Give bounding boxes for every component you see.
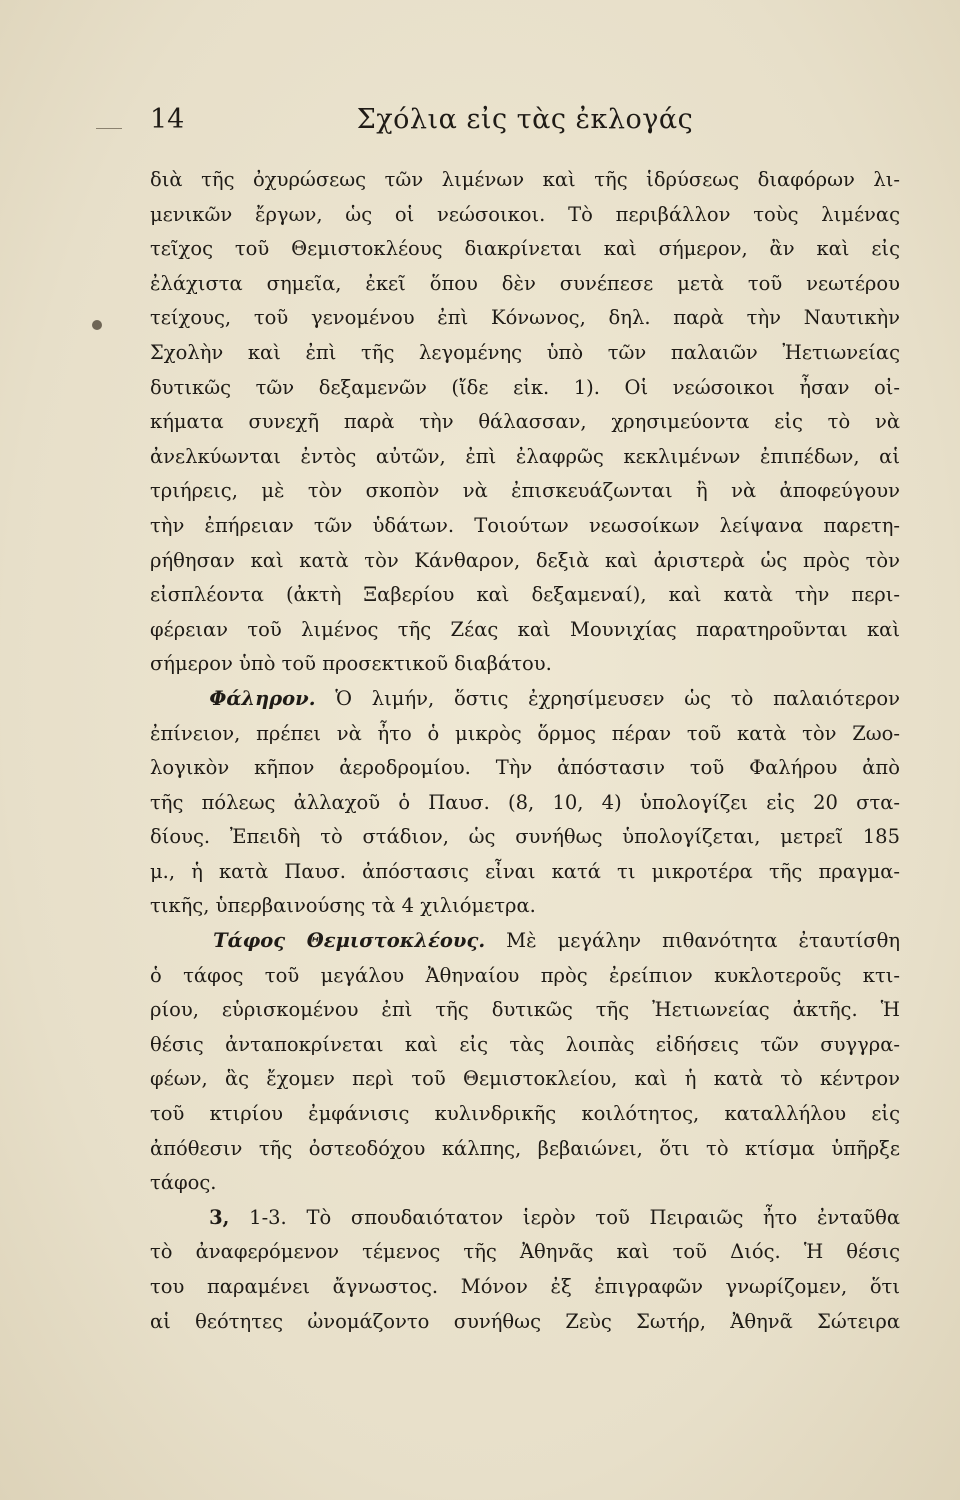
text-line: εἰσπλέοντα (ἀκτὴ Ξαβερίου καὶ δεξαμεναί), καὶ κατὰ τὴν περι- <box>150 583 900 607</box>
text-line: ὁ τάφος τοῦ μεγάλου Ἀθηναίου πρὸς ἐρείπιον κυκλοτεροῦς κτι- <box>150 963 900 987</box>
text-line: Σχολὴν καὶ ἐπὶ τῆς λεγομένης ὑπὸ τῶν παλαιῶν Ἠετιωνείας <box>150 340 900 364</box>
text-line: του παραμένει ἄγνωστος. Μόνον ἐξ ἐπιγραφῶν γνωρίζομεν, ὅτι <box>150 1275 900 1298</box>
text-span: Μὲ μεγάλην πιθανότητα ἐταυτίσθη <box>506 929 900 953</box>
text-line: δυτικῶς τῶν δεξαμενῶν (ἴδε εἰκ. 1). Οἱ νεώσοικοι ἦσαν οἰ- <box>150 375 900 399</box>
text-line: ἀνελκύωνται ἐντὸς αὐτῶν, ἐπὶ ἐλαφρῶς κεκλιμένων ἐπιπέδων, αἱ <box>150 444 900 468</box>
text-line: τριήρεις, μὲ τὸν σκοπὸν νὰ ἐπισκευάζωνται ἢ νὰ ἀποφεύγουν <box>150 479 900 503</box>
text-line: τείχους, τοῦ γενομένου ἐπὶ Κόνωνος, δηλ. παρὰ τὴν Ναυτικὴν <box>150 306 900 330</box>
heading-tomb: Τάφος Θεμιστοκλέους. <box>213 929 486 953</box>
text-line: τοῦ κτιρίου ἐμφάνισις κυλινδρικῆς κοιλότητος, καταλλήλου εἰς <box>150 1102 900 1126</box>
text-line: ρήθησαν καὶ κατὰ τὸν Κάνθαρον, δεξιὰ καὶ ἀριστερὰ ὡς πρὸς τὸν <box>150 548 900 572</box>
text-line: αἱ θεότητες ὠνομάζοντο συνήθως Ζεὺς Σωτήρ, Ἀθηνᾶ Σώτειρα <box>150 1309 900 1333</box>
text-line: τεῖχος τοῦ Θεμιστοκλέους διακρίνεται καὶ σήμερον, ἂν καὶ εἰς <box>150 237 900 261</box>
page-header <box>150 104 900 144</box>
text-line: μενικῶν ἔργων, ὡς οἱ νεώσοικοι. Τὸ περιβάλλον τοὺς λιμένας <box>150 202 900 226</box>
text-line: ἐλάχιστα σημεῖα, ἐκεῖ ὅπου δὲν συνέπεσε μετὰ τοῦ νεωτέρου <box>150 271 900 295</box>
text-line: μ., ἡ κατὰ Παυσ. ἀπόστασις εἶναι κατά τι μικροτέρα τῆς πραγμα- <box>150 859 900 883</box>
text-line: τικῆς, ὑπερβαινούσης τὰ 4 χιλιόμετρα. <box>150 894 536 918</box>
text-line: σήμερον ὑπὸ τοῦ προσεκτικοῦ διαβάτου. <box>150 652 552 676</box>
paragraph-section-3 <box>150 1201 900 1236</box>
text-line: τὸ ἀναφερόμενον τέμενος τῆς Ἀθηνᾶς καὶ τοῦ Διός. Ἡ θέσις <box>150 1240 900 1264</box>
text-span: Ὁ λιμήν, ὅστις ἐχρησίμευσεν ὡς τὸ παλαιότερον <box>335 686 900 710</box>
paragraph-tomb <box>150 924 900 959</box>
text-line: φέων, ἃς ἔχομεν περὶ τοῦ Θεμιστοκλείου, καὶ ἡ κατὰ τὸ κέντρον <box>150 1067 900 1091</box>
text-line: κήματα συνεχῆ παρὰ τὴν θάλασσαν, χρησιμεύοντα εἰς τὸ νὰ <box>150 410 900 434</box>
heading-phaleron: Φάληρον. <box>209 686 316 710</box>
text-line: ἐπίνειον, πρέπει νὰ ἦτο ὁ μικρὸς ὅρμος πέραν τοῦ κατὰ τὸν Ζωο- <box>150 721 900 745</box>
page-number: 14 <box>150 104 185 135</box>
margin-rule <box>96 128 122 129</box>
text-line: τῆς πόλεως ἀλλαχοῦ ὁ Παυσ. (8, 10, 4) ὑπολογίζει εἰς 20 στα- <box>150 790 900 814</box>
text-line: τὴν ἐπήρειαν τῶν ὑδάτων. Τοιούτων νεωσοίκων λείψανα παρετη- <box>150 513 900 537</box>
text-line: ρίου, εὑρισκομένου ἐπὶ τῆς δυτικῶς τῆς Ἠετιωνείας ἀκτῆς. Ἡ <box>150 998 900 1022</box>
text-span: 1-3. Τὸ σπουδαιότατον ἱερὸν τοῦ Πειραιῶς ἦτο ἐνταῦθα <box>249 1205 900 1229</box>
text-line: ἀπόθεσιν τῆς ὀστεοδόχου κάλπης, βεβαιώνει, ὅτι τὸ κτίσμα ὑπῆρξε <box>150 1136 900 1160</box>
paragraph-phaleron <box>150 682 900 717</box>
text-line: τάφος. <box>150 1171 217 1195</box>
text-line: λογικὸν κῆπον ἀεροδρομίου. Τὴν ἀπόστασιν τοῦ Φαλήρου ἀπὸ <box>150 756 900 780</box>
body-text <box>150 163 900 1339</box>
text-line: θέσις ἀνταποκρίνεται καὶ εἰς τὰς λοιπὰς εἰδήσεις τῶν συγγρα- <box>150 1032 900 1056</box>
running-title: Σχόλια εἰς τὰς ἐκλογάς <box>356 104 694 135</box>
text-line: δίους. Ἐπειδὴ τὸ στάδιον, ὡς συνήθως ὑπολογίζεται, μετρεῖ 185 <box>150 825 900 849</box>
section-number: 3, <box>209 1205 230 1229</box>
text-line: φέρειαν τοῦ λιμένος τῆς Ζέας καὶ Μουνιχίας παρατηροῦνται καὶ <box>150 617 900 641</box>
margin-mark <box>92 320 102 330</box>
text-line: διὰ τῆς ὀχυρώσεως τῶν λιμένων καὶ τῆς ἱδρύσεως διαφόρων λι- <box>150 168 900 191</box>
